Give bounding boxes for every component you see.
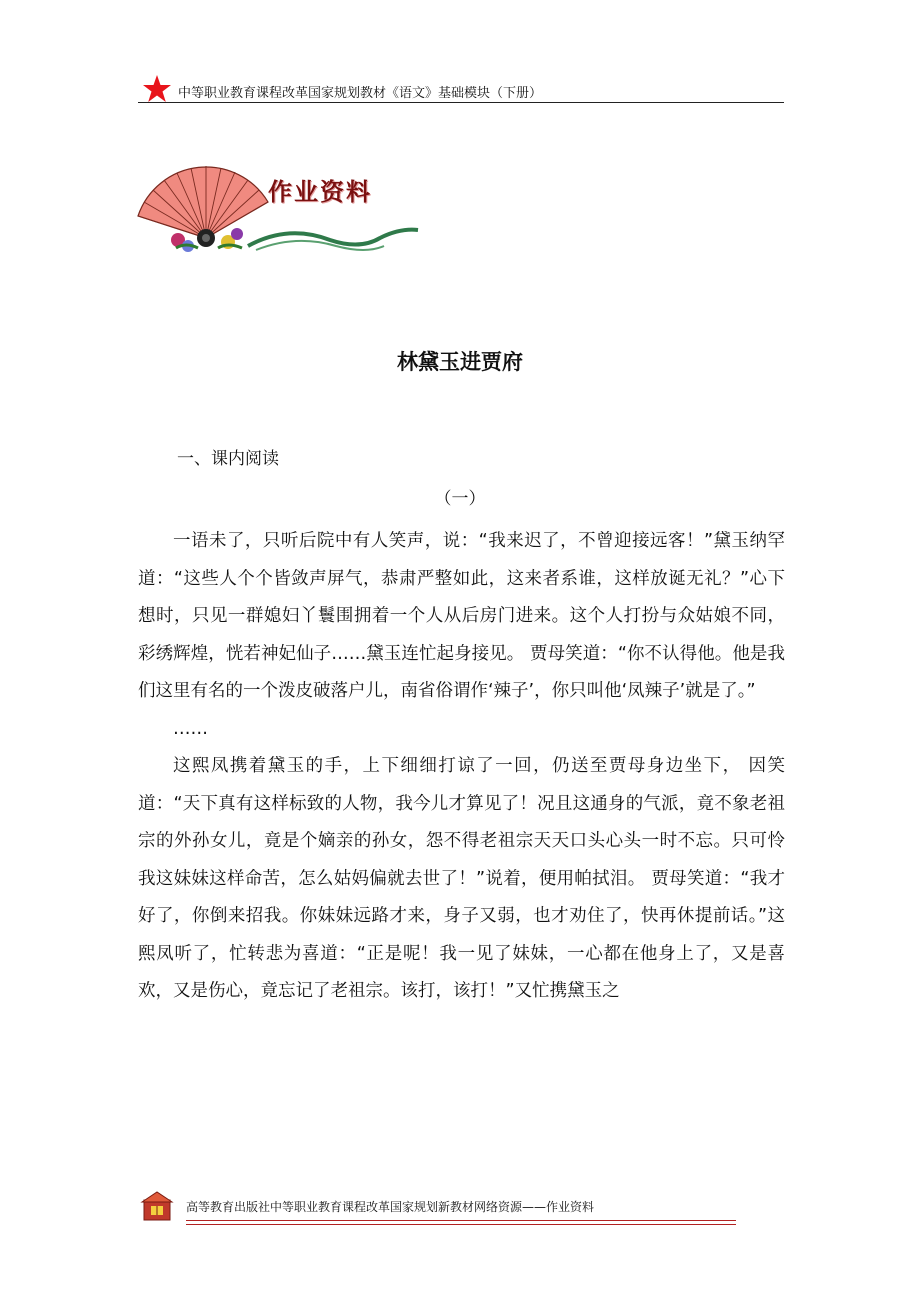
banner-title: 作业资料 <box>268 178 372 206</box>
passage <box>138 523 785 1011</box>
red-star-icon <box>142 74 172 104</box>
ellipsis-line: …… <box>173 718 208 739</box>
page-title: 林黛玉进贾府 <box>397 350 523 374</box>
subheading: （一） <box>434 489 486 509</box>
homework-banner <box>136 150 421 260</box>
publisher-logo-icon <box>140 1190 174 1224</box>
footer-rule-thin <box>186 1224 736 1225</box>
section-heading: 一、课内阅读 <box>177 449 279 469</box>
footer-rule <box>186 1220 736 1221</box>
page-header <box>138 74 784 104</box>
footer-text: 高等教育出版社中等职业教育课程改革国家规划新教材网络资源——作业资料 <box>186 1200 595 1214</box>
paragraph: 一语未了，只听后院中有人笑声，说：“我来迟了，不曾迎接远客！”黛玉纳罕道：“这些人个个皆敛声屏气，恭肃严整如此，这来者系谁，这样放诞无礼？”心下想时，只见一群媳妇丫鬟围拥着一个人从后房门进来。这个人打扮与众姑娘不同，彩绣辉煌，恍若神妃仙子……黛玉连忙起身接见。 贾母笑道：“你不认得他。他是我们这里有名的一个泼皮破落户儿，南省俗谓作‘辣子’，你只叫他‘凤辣子’就是了。” <box>138 531 785 701</box>
header-text: 中等职业教育课程改革国家规划教材《语文》基础模块（下册） <box>178 86 543 101</box>
paragraph: 这熙凤携着黛玉的手，上下细细打谅了一回，仍送至贾母身边坐下， 因笑道：“天下真有这样标致的人物，我今儿才算见了！况且这通身的气派，竟不象老祖宗的外孙女儿，竟是个嫡亲的孙女，怨不得老祖宗天天口头心头一时不忘。只可怜我这妹妹这样命苦，怎么姑妈偏就去世了！”说着，便用帕拭泪。 贾母笑道：“我才好了，你倒来招我。你妹妹远路才来，身子又弱，也才劝住了，快再休提前话。”这熙凤听了，忙转悲为喜道：“正是呢！我一见了妹妹，一心都在他身上了，又是喜欢，又是伤心，竟忘记了老祖宗。该打，该打！”又忙携黛玉之 <box>138 756 785 1001</box>
page-footer <box>138 1190 738 1230</box>
header-rule <box>138 102 784 103</box>
